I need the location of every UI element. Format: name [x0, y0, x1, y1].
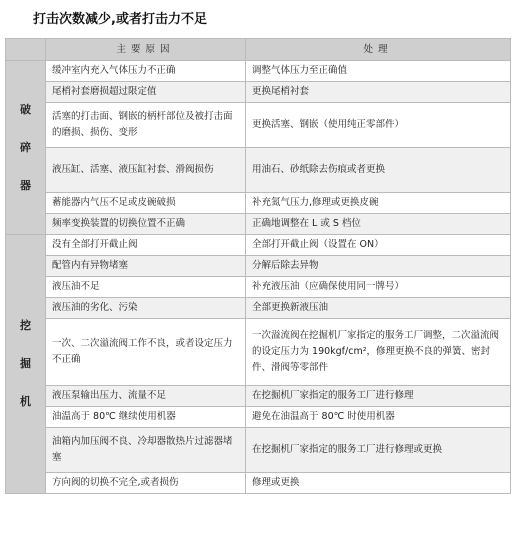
cause-cell: 液压泵输出压力、流量不足 — [46, 386, 246, 407]
cause-cell: 方向阀的切换不完全,或者损伤 — [46, 473, 246, 494]
table-row — [6, 386, 511, 407]
header-cause: 主要原因 — [46, 39, 246, 61]
action-cell: 更换尾梢衬套 — [246, 82, 511, 103]
cause-cell: 一次、二次溢流阀工作不良，或者设定压力不正确 — [46, 319, 246, 386]
category-excavator: 挖 掘 机 — [6, 235, 46, 494]
table-row — [6, 103, 511, 148]
table-row — [6, 277, 511, 298]
table-row — [6, 193, 511, 214]
cause-cell: 频率变换装置的切换位置不正确 — [46, 214, 246, 235]
action-cell: 补充液压油（应确保使用同一牌号） — [246, 277, 511, 298]
table-row — [6, 235, 511, 256]
table-row — [6, 82, 511, 103]
cause-cell: 尾梢衬套磨损超过限定值 — [46, 82, 246, 103]
table-row — [6, 214, 511, 235]
cause-cell: 液压油的劣化、污染 — [46, 298, 246, 319]
troubleshooting-table — [5, 38, 511, 494]
action-cell: 用油石、砂纸除去伤痕或者更换 — [246, 148, 511, 193]
action-cell: 全部打开截止阀（设置在 ON） — [246, 235, 511, 256]
cause-cell: 液压油不足 — [46, 277, 246, 298]
cause-cell: 活塞的打击面、钢嵌的柄杆部位及被打击面的磨损、损伤、变形 — [46, 103, 246, 148]
table-header-row — [6, 39, 511, 61]
table-row — [6, 298, 511, 319]
action-cell: 补充氮气压力,修理或更换皮碗 — [246, 193, 511, 214]
action-cell: 修理或更换 — [246, 473, 511, 494]
cause-cell: 油温高于 80℃ 继续使用机器 — [46, 407, 246, 428]
table-row — [6, 61, 511, 82]
action-cell: 在挖掘机厂家指定的服务工厂进行修理 — [246, 386, 511, 407]
cause-cell: 没有全部打开截止阀 — [46, 235, 246, 256]
cause-cell: 缓冲室内充入气体压力不正确 — [46, 61, 246, 82]
action-cell: 避免在油温高于 80℃ 时使用机器 — [246, 407, 511, 428]
table-row — [6, 319, 511, 386]
table-row — [6, 256, 511, 277]
header-blank — [6, 39, 46, 61]
cause-cell: 油箱内加压阀不良、冷却器散热片过滤器堵塞 — [46, 428, 246, 473]
action-cell: 分解后除去异物 — [246, 256, 511, 277]
table-row — [6, 473, 511, 494]
table-row — [6, 148, 511, 193]
action-cell: 一次溢流阀在挖掘机厂家指定的服务工厂调整，二次溢流阀的设定压力为 190kgf/cm²，修理更换不良的弹簧、密封件、滑阀等零部件 — [246, 319, 511, 386]
page-title: 打击次数减少,或者打击力不足 — [33, 12, 207, 27]
action-cell: 全部更换新液压油 — [246, 298, 511, 319]
category-breaker: 破 碎 器 — [6, 61, 46, 235]
cause-cell: 液压缸、活塞、液压缸衬套、滑阀损伤 — [46, 148, 246, 193]
action-cell: 正确地调整在 L 或 S 档位 — [246, 214, 511, 235]
cause-cell: 配管内有异物堵塞 — [46, 256, 246, 277]
header-action: 处理 — [246, 39, 511, 61]
action-cell: 调整气体压力至正确值 — [246, 61, 511, 82]
action-cell: 在挖掘机厂家指定的服务工厂进行修理或更换 — [246, 428, 511, 473]
table-row — [6, 428, 511, 473]
cause-cell: 蓄能器内气压不足或皮碗破损 — [46, 193, 246, 214]
table-row — [6, 407, 511, 428]
action-cell: 更换活塞、钢嵌（使用纯正零部件） — [246, 103, 511, 148]
